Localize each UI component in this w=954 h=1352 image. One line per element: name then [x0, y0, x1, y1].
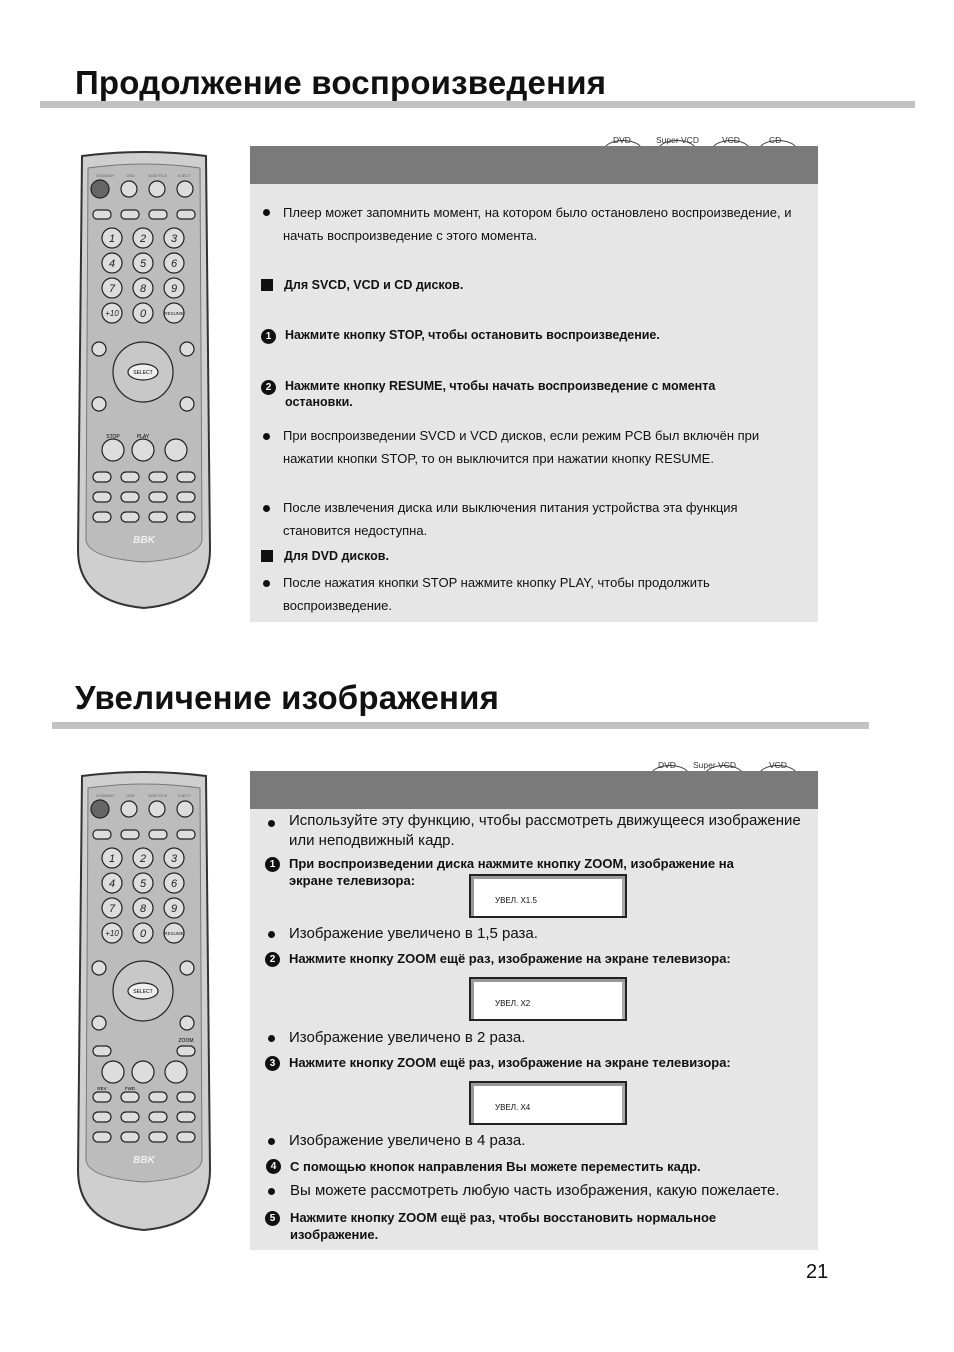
resume-key: RESUME: [164, 931, 184, 936]
dvd-note: После нажатия кнопки STOP нажмите кнопку PLAY, чтобы продолжить воспроизведение.: [283, 575, 710, 613]
digit-key: 1: [108, 233, 116, 245]
resume-key: RESUME: [164, 311, 184, 316]
zoom-label: ZOOM: [178, 1038, 194, 1044]
step-number: 2: [265, 952, 280, 967]
fwd-label: FWD: [124, 1086, 136, 1091]
digit-key: 3: [170, 233, 178, 245]
note-eject: После извлечения диска или выключения питания устройства эта функция становится недоступна.: [283, 500, 738, 538]
zoom-intro: Используйте эту функцию, чтобы рассмотреть движущееся изображение или неподвижный кадр.: [289, 812, 801, 849]
note-pcb: При воспроизведении SVCD и VCD дисков, если режим PCB был включён при нажатии кнопки STOP, то он выключится при нажатии кнопку RESUME.: [283, 428, 760, 466]
resume-title: Продолжение воспроизведения: [75, 64, 607, 101]
remote-label: EJECT: [178, 173, 191, 178]
bullet: [268, 931, 275, 938]
remote-control-resume: [76, 150, 212, 610]
digit-key: +10: [105, 929, 119, 938]
remote-control-zoom: [76, 770, 212, 1232]
disc-label-vcd: VCD: [722, 135, 740, 145]
remote-label: SUBTITLE: [148, 173, 168, 178]
zoom-result-4: Вы можете рассмотреть любую часть изображения, какую пожелаете.: [290, 1182, 780, 1199]
zoom-result-2: Изображение увеличено в 2 раза.: [289, 1029, 526, 1046]
digit-key: 2: [139, 853, 147, 865]
step-number: 2: [261, 380, 276, 395]
digit-key: 6: [170, 878, 178, 890]
disc-label-dvd: DVD: [613, 135, 631, 145]
tv-screen: [469, 1081, 627, 1125]
dvd-heading: Для DVD дисков.: [284, 549, 389, 563]
page-number: 21: [806, 1261, 829, 1283]
zoom-step-5: Нажмите кнопку ZOOM ещё раз, чтобы восстановить нормальное изображение.: [290, 1210, 717, 1242]
bullet: [263, 209, 270, 216]
digit-key: 5: [139, 258, 147, 270]
disc-label-cd: CD: [769, 135, 782, 145]
screen-readout: УВЕЛ. X4: [495, 1103, 531, 1112]
tv-screen: [469, 874, 627, 918]
digit-key: 8: [139, 903, 147, 915]
title-rule: [40, 101, 915, 108]
tv-screen: [469, 977, 627, 1021]
zoom-title: Увеличение изображения: [75, 679, 500, 716]
step-number: 5: [265, 1211, 280, 1226]
digit-key: 1: [108, 853, 116, 865]
disc-label-dvd: DVD: [658, 760, 676, 770]
digit-key: 9: [170, 283, 178, 295]
remote-label: OSD: [126, 793, 135, 798]
section-band: [250, 146, 818, 184]
digit-key: 2: [139, 233, 147, 245]
remote-label: STANDBY: [96, 793, 115, 798]
digit-key: 3: [170, 853, 178, 865]
square-marker: [261, 550, 273, 562]
section-band: [250, 771, 818, 809]
remote-label: SUBTITLE: [148, 793, 168, 798]
bullet: [268, 1138, 275, 1145]
brand-logo: BBK: [133, 535, 155, 546]
stop-label: STOP: [106, 434, 120, 440]
step-number: 1: [261, 329, 276, 344]
digit-key: 0: [139, 308, 147, 320]
brand-logo: BBK: [133, 1155, 155, 1166]
digit-key: 4: [108, 878, 116, 890]
resume-intro: Плеер может запомнить момент, на котором было остановлено воспроизведение, и начать воспроизведение с этого момента.: [283, 205, 792, 243]
step-2-text: Нажмите кнопку RESUME, чтобы начать воспроизведение с момента остановки.: [285, 379, 716, 409]
rev-label: REV: [97, 1086, 107, 1091]
zoom-step-3: Нажмите кнопку ZOOM ещё раз, изображение на экране телевизора:: [289, 1055, 731, 1070]
disc-label-svcd: Super VCD: [693, 760, 736, 770]
play-label: PLAY: [136, 434, 150, 440]
step-1-text: Нажмите кнопку STOP, чтобы остановить воспроизведение.: [285, 328, 660, 342]
digit-key: 8: [139, 283, 147, 295]
digit-key: 5: [139, 878, 147, 890]
digit-key: +10: [105, 309, 119, 318]
bullet: [268, 1188, 275, 1195]
zoom-step-4: С помощью кнопок направления Вы можете переместить кадр.: [290, 1159, 701, 1174]
bullet: [263, 433, 270, 440]
disc-label-svcd: Super VCD: [656, 135, 699, 145]
bullet: [263, 580, 270, 587]
digit-key: 7: [108, 283, 116, 295]
select-key: SELECT: [133, 989, 153, 995]
remote-label: OSD: [126, 173, 135, 178]
screen-readout: УВЕЛ. X2: [495, 999, 531, 1008]
zoom-result-1: Изображение увеличено в 1,5 раза.: [289, 925, 538, 942]
bullet: [263, 505, 270, 512]
zoom-step-2: Нажмите кнопку ZOOM ещё раз, изображение на экране телевизора:: [289, 951, 731, 966]
disc-label-vcd: VCD: [769, 760, 787, 770]
digit-key: 4: [108, 258, 116, 270]
digit-key: 9: [170, 903, 178, 915]
svcd-heading: Для SVCD, VCD и CD дисков.: [284, 278, 464, 292]
step-number: 3: [265, 1056, 280, 1071]
bullet: [268, 820, 275, 827]
bullet: [268, 1035, 275, 1042]
title-rule: [52, 722, 869, 729]
step-number: 4: [266, 1159, 281, 1174]
square-marker: [261, 279, 273, 291]
digit-key: 6: [170, 258, 178, 270]
screen-readout: УВЕЛ. X1.5: [495, 896, 537, 905]
digit-key: 7: [108, 903, 116, 915]
zoom-step-1: При воспроизведении диска нажмите кнопку ZOOM, изображение на экране телевизора:: [289, 856, 734, 888]
digit-key: 0: [139, 928, 147, 940]
remote-label: EJECT: [178, 793, 191, 798]
remote-label: STANDBY: [96, 173, 115, 178]
zoom-result-3: Изображение увеличено в 4 раза.: [289, 1132, 526, 1149]
step-number: 1: [265, 857, 280, 872]
select-key: SELECT: [133, 370, 153, 376]
